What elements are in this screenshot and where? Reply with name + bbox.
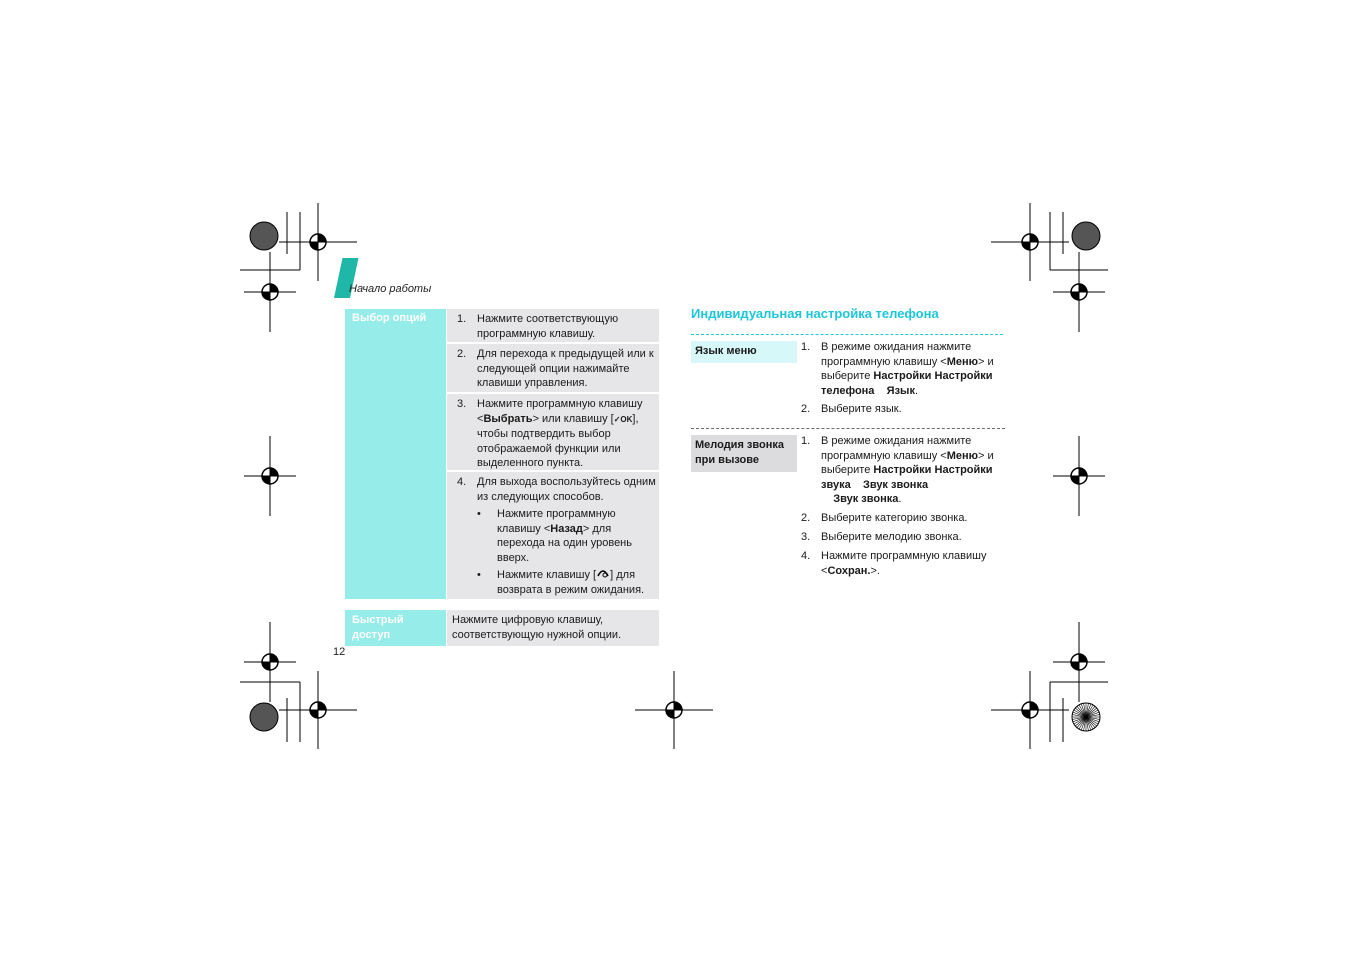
step-2: 2. Для перехода к предыдущей или к следующей опции нажимайте клавиши управления. — [447, 344, 659, 392]
step-1: 1. Нажмите соответствующую программную клавишу. — [447, 309, 659, 342]
gray-target — [250, 222, 278, 250]
page-number: 12 — [333, 646, 346, 658]
option-label: Выбор опций — [345, 309, 446, 599]
ring-step-3: 3. Выберите мелодию звонка. — [801, 531, 962, 543]
divider — [691, 428, 1005, 429]
lang-step-2: 2. Выберите язык. — [801, 403, 902, 415]
right-heading: Индивидуальная настройка телефона — [691, 306, 939, 321]
lang-step-1: 1. В режиме ожидания нажмите программную клавишу <Меню> и выберите Настройки Настройки телефона Язык. — [801, 341, 994, 397]
ring-step-4: 4. Нажмите программную клавишу <Сохран.>. — [801, 550, 987, 577]
ring-step-1: 1. В режиме ожидания нажмите программную клавишу <Меню> и выберите Настройки Настройки звука Звук звонка Звук звонка. — [801, 435, 994, 505]
menu-language-label: Язык меню — [691, 341, 797, 363]
end-call-icon — [596, 568, 610, 579]
starburst-target — [1072, 703, 1100, 731]
step-4: 4. Для выхода воспользуйтесь одним из следующих способов. • Нажмите программную клавишу <Назад> для перехода на один уровень вверх. • Нажмите клавишу [ ] для возврата в режим ожидания. — [447, 472, 659, 599]
bullet-back: • Нажмите программную клавишу <Назад> для перехода на один уровень вверх. — [477, 507, 657, 565]
quick-access-text: Нажмите цифровую клавишу, соответствующую нужной опции. — [447, 610, 659, 646]
step-3: 3. Нажмите программную клавишу <Выбрать> или клавишу [✓OK], чтобы подтвердить выбор отображаемой функции или выделенного пункта. — [447, 394, 659, 470]
ringtone-label: Мелодия звонка при вызове — [691, 435, 797, 472]
divider — [691, 334, 1003, 335]
section-title: Начало работы — [349, 283, 432, 295]
quick-access-label: Быстрый доступ — [345, 610, 446, 646]
ok-key-icon: ✓OK — [613, 414, 633, 424]
bullet-end: • Нажмите клавишу [ ] для возврата в режим ожидания. — [477, 568, 657, 597]
ring-step-2: 2. Выберите категорию звонка. — [801, 512, 968, 524]
